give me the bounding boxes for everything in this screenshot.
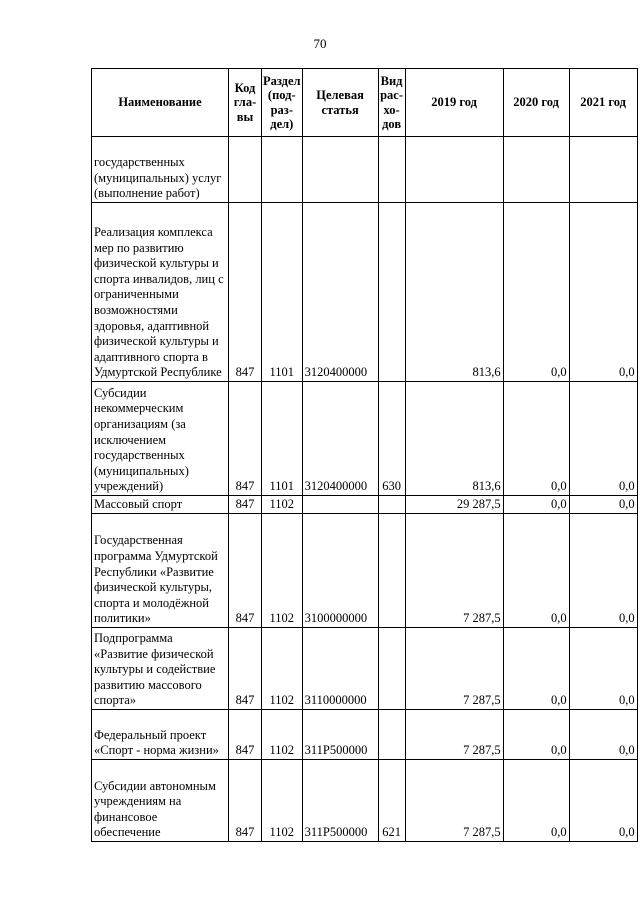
cell-2020: 0,0: [503, 514, 569, 628]
cell-name: Федеральный проект «Спорт - норма жизни»: [92, 710, 229, 760]
cell-target: 3100000000: [302, 514, 378, 628]
cell-2020: 0,0: [503, 382, 569, 496]
cell-2020: [503, 137, 569, 203]
table-row: [92, 514, 638, 628]
cell-section: [262, 137, 303, 203]
cell-2021: 0,0: [569, 382, 637, 496]
table-row: [92, 382, 638, 496]
cell-target: 3110000000: [302, 628, 378, 710]
cell-name: государственных (муниципальных) услуг (выполнение работ): [92, 137, 229, 203]
cell-name: Субсидии автономным учреждениям на финансовое обеспечение: [92, 760, 229, 842]
table-row: [92, 628, 638, 710]
cell-2020: 0,0: [503, 628, 569, 710]
cell-2021: 0,0: [569, 628, 637, 710]
header-section: Раздел (под- раз- дел): [262, 69, 303, 137]
cell-section: 1102: [262, 496, 303, 514]
cell-code: [229, 137, 262, 203]
cell-target: [302, 137, 378, 203]
cell-expense-type: [378, 137, 405, 203]
header-target: Целевая статья: [302, 69, 378, 137]
cell-target: 3120400000: [302, 203, 378, 382]
cell-2021: 0,0: [569, 514, 637, 628]
cell-name: Массовый спорт: [92, 496, 229, 514]
cell-2021: 0,0: [569, 203, 637, 382]
cell-name: Субсидии некоммерческим организациям (за исключением государственных (муниципальных) учреждений): [92, 382, 229, 496]
cell-expense-type: [378, 203, 405, 382]
cell-2020: 0,0: [503, 203, 569, 382]
cell-expense-type: [378, 710, 405, 760]
header-2019: 2019 год: [405, 69, 503, 137]
cell-target: 311P500000: [302, 710, 378, 760]
header-expense-type: Вид рас- хо- дов: [378, 69, 405, 137]
table-row: [92, 137, 638, 203]
cell-target: [302, 496, 378, 514]
cell-2019: 813,6: [405, 203, 503, 382]
cell-target: 311P500000: [302, 760, 378, 842]
cell-2021: 0,0: [569, 710, 637, 760]
cell-section: 1102: [262, 710, 303, 760]
cell-2019: 7 287,5: [405, 628, 503, 710]
cell-2021: [569, 137, 637, 203]
cell-2020: 0,0: [503, 496, 569, 514]
cell-2021: 0,0: [569, 760, 637, 842]
page-number: 70: [313, 36, 327, 51]
cell-2019: 813,6: [405, 382, 503, 496]
cell-2019: 29 287,5: [405, 496, 503, 514]
cell-code: 847: [229, 710, 262, 760]
cell-2019: 7 287,5: [405, 760, 503, 842]
cell-name: Реализация комплекса мер по развитию физической культуры и спорта инвалидов, лиц с ограниченными возможностями здоровья, адаптивной физической культуры и адаптивного спорта в Удмуртской Республике: [92, 203, 229, 382]
budget-table: [91, 68, 638, 842]
cell-2021: 0,0: [569, 496, 637, 514]
cell-expense-type: [378, 628, 405, 710]
cell-section: 1101: [262, 203, 303, 382]
cell-section: 1102: [262, 514, 303, 628]
header-row: [92, 69, 638, 137]
cell-section: 1101: [262, 382, 303, 496]
cell-target: 3120400000: [302, 382, 378, 496]
cell-name: Подпрограмма «Развитие физической культуры и содействие развитию массового спорта»: [92, 628, 229, 710]
table-row: [92, 710, 638, 760]
cell-section: 1102: [262, 760, 303, 842]
cell-code: 847: [229, 496, 262, 514]
cell-code: 847: [229, 514, 262, 628]
header-name: Наименование: [92, 69, 229, 137]
cell-code: 847: [229, 382, 262, 496]
cell-name: Государственная программа Удмуртской Республики «Развитие физической культуры, спорта и молодёжной политики»: [92, 514, 229, 628]
cell-expense-type: [378, 514, 405, 628]
cell-code: 847: [229, 203, 262, 382]
header-2021: 2021 год: [569, 69, 637, 137]
table-row: [92, 203, 638, 382]
cell-section: 1102: [262, 628, 303, 710]
cell-code: 847: [229, 628, 262, 710]
cell-2019: 7 287,5: [405, 710, 503, 760]
cell-2020: 0,0: [503, 710, 569, 760]
header-2020: 2020 год: [503, 69, 569, 137]
table-row: [92, 496, 638, 514]
table-row: [92, 760, 638, 842]
cell-expense-type: 630: [378, 382, 405, 496]
cell-2019: 7 287,5: [405, 514, 503, 628]
cell-2019: [405, 137, 503, 203]
cell-expense-type: 621: [378, 760, 405, 842]
cell-code: 847: [229, 760, 262, 842]
header-code: Код гла- вы: [229, 69, 262, 137]
cell-2020: 0,0: [503, 760, 569, 842]
cell-expense-type: [378, 496, 405, 514]
